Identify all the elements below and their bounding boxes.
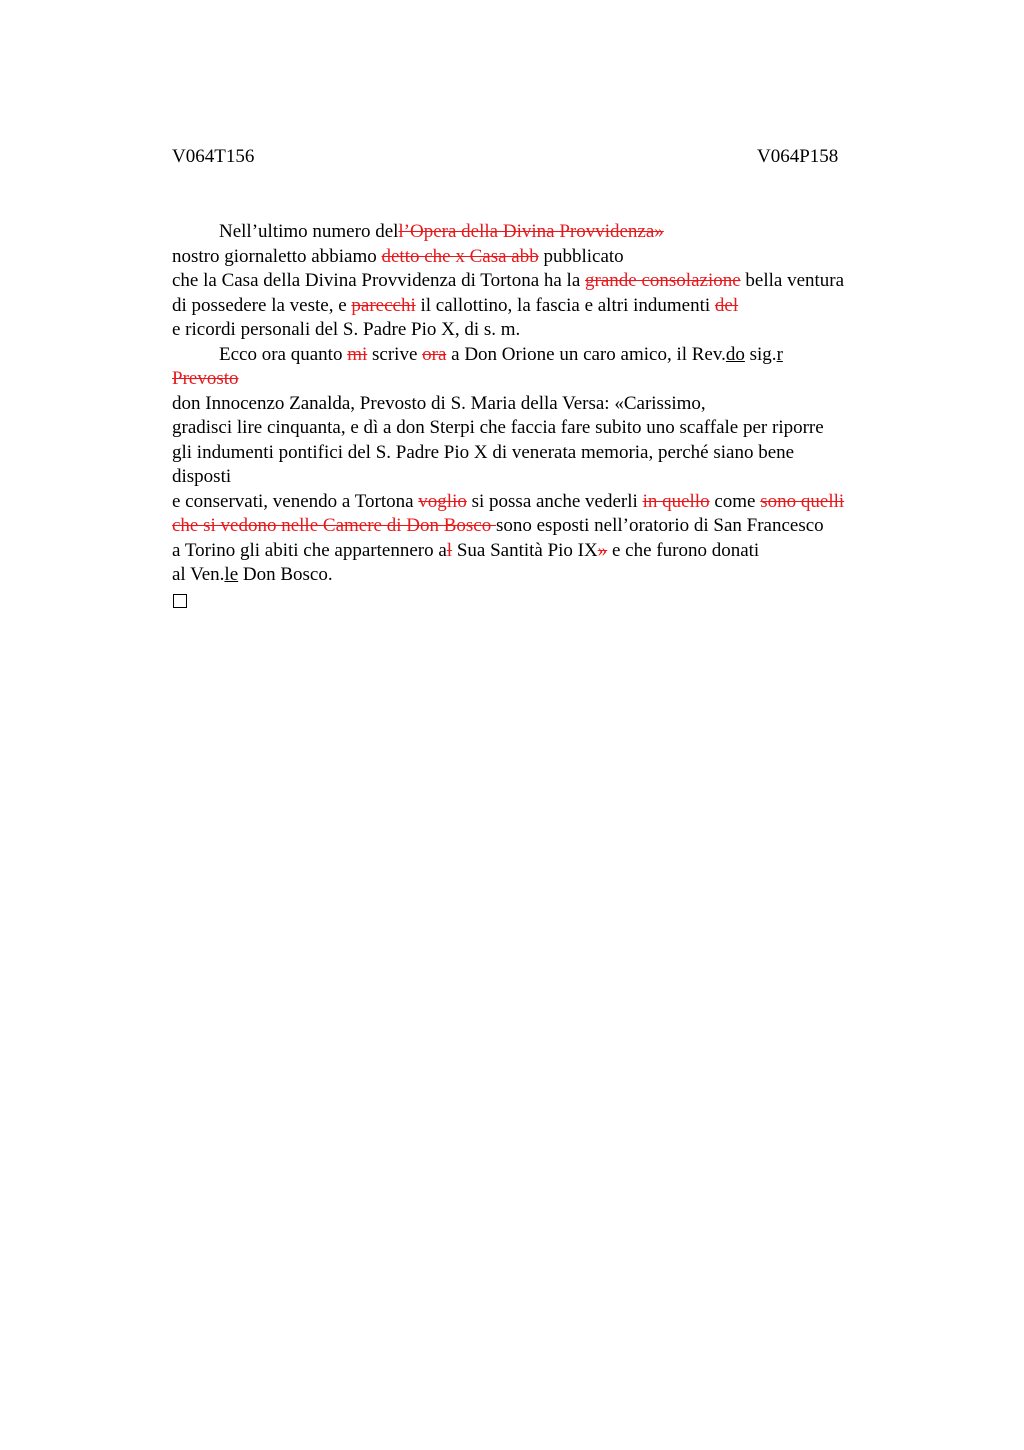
text-run: don Innocenzo Zanalda, Prevosto di S. Maria della Versa: «Carissimo, (172, 392, 706, 414)
text-run: a Torino gli abiti che appartennero a (172, 539, 447, 561)
deleted-text: Prevosto (172, 368, 239, 389)
text-line (172, 367, 932, 392)
deleted-text: che si vedono nelle Camere di Don Bosco (172, 515, 496, 536)
text-run: e ricordi personali del S. Padre Pio X, di s. m. (172, 319, 521, 340)
text-line (172, 588, 932, 616)
deleted-text: mi (347, 343, 368, 365)
text-run: scrive (367, 343, 423, 365)
text-line (172, 294, 932, 319)
text-run: Ecco ora quanto (219, 343, 348, 365)
deleted-text: detto che x Casa abb (381, 245, 539, 267)
text-run: sono esposti nell’oratorio di San Francesco (495, 515, 824, 536)
text-run: sig. (744, 343, 777, 365)
text-run: si possa anche vederli (466, 490, 643, 512)
text-line (172, 318, 932, 343)
text-line (172, 441, 932, 466)
text-run: Nell’ultimo numero del (219, 221, 399, 242)
underlined-text: r (776, 343, 783, 365)
text-run: pubblicato (538, 245, 624, 267)
header-right-code: V064P158 (757, 146, 839, 167)
text-run: di possedere la veste, e (172, 294, 352, 316)
underlined-text: do (725, 343, 745, 365)
deleted-text: l’Opera della Divina Provvidenza» (398, 221, 664, 242)
underlined-text: le (224, 564, 239, 585)
text-run: Sua Santità Pio IX (452, 539, 598, 561)
deleted-text: l (446, 539, 453, 561)
header-left-code: V064T156 (172, 146, 255, 167)
text-run: a Don Orione un caro amico, il Rev. (446, 343, 726, 365)
text-run: e conservati, venendo a Tortona (172, 490, 419, 512)
text-run: e che furono donati (607, 539, 760, 561)
text-run: bella ventura (740, 270, 845, 291)
text-line (172, 245, 932, 270)
text-line (172, 490, 932, 515)
deleted-text: grande consolazione (585, 270, 741, 291)
text-run: il callottino, la fascia e altri indumenti (415, 294, 715, 316)
text-run: disposti (172, 466, 232, 487)
text-line (172, 514, 932, 539)
text-run: al Ven. (172, 564, 225, 585)
deleted-text: in quello (642, 490, 710, 512)
text-line (172, 416, 932, 441)
text-run: nostro giornaletto abbiamo (172, 245, 382, 267)
text-run: gradisci lire cinquanta, e dì a don Sterpi che faccia fare subito uno scaffale per riporre (172, 417, 824, 438)
text-run: Don Bosco. (238, 564, 333, 585)
text-line (172, 343, 932, 368)
text-line (172, 465, 932, 490)
text-run: gli indumenti pontifici del S. Padre Pio X di venerata memoria, perché siano bene (172, 441, 795, 463)
deleted-text: sono quelli (760, 490, 845, 512)
text-line (172, 539, 932, 564)
text-run: che la Casa della Divina Provvidenza di Tortona ha la (172, 270, 586, 291)
document-body (172, 220, 932, 615)
deleted-text: » (597, 539, 608, 561)
text-line (172, 563, 932, 588)
empty-square-icon (173, 594, 187, 608)
text-line (172, 392, 932, 417)
text-run: come (709, 490, 761, 512)
deleted-text: parecchi (351, 294, 416, 316)
text-line (172, 269, 932, 294)
deleted-text: del (714, 294, 739, 316)
deleted-text: ora (422, 343, 447, 365)
deleted-text: voglio (418, 490, 467, 512)
text-line (172, 220, 932, 245)
